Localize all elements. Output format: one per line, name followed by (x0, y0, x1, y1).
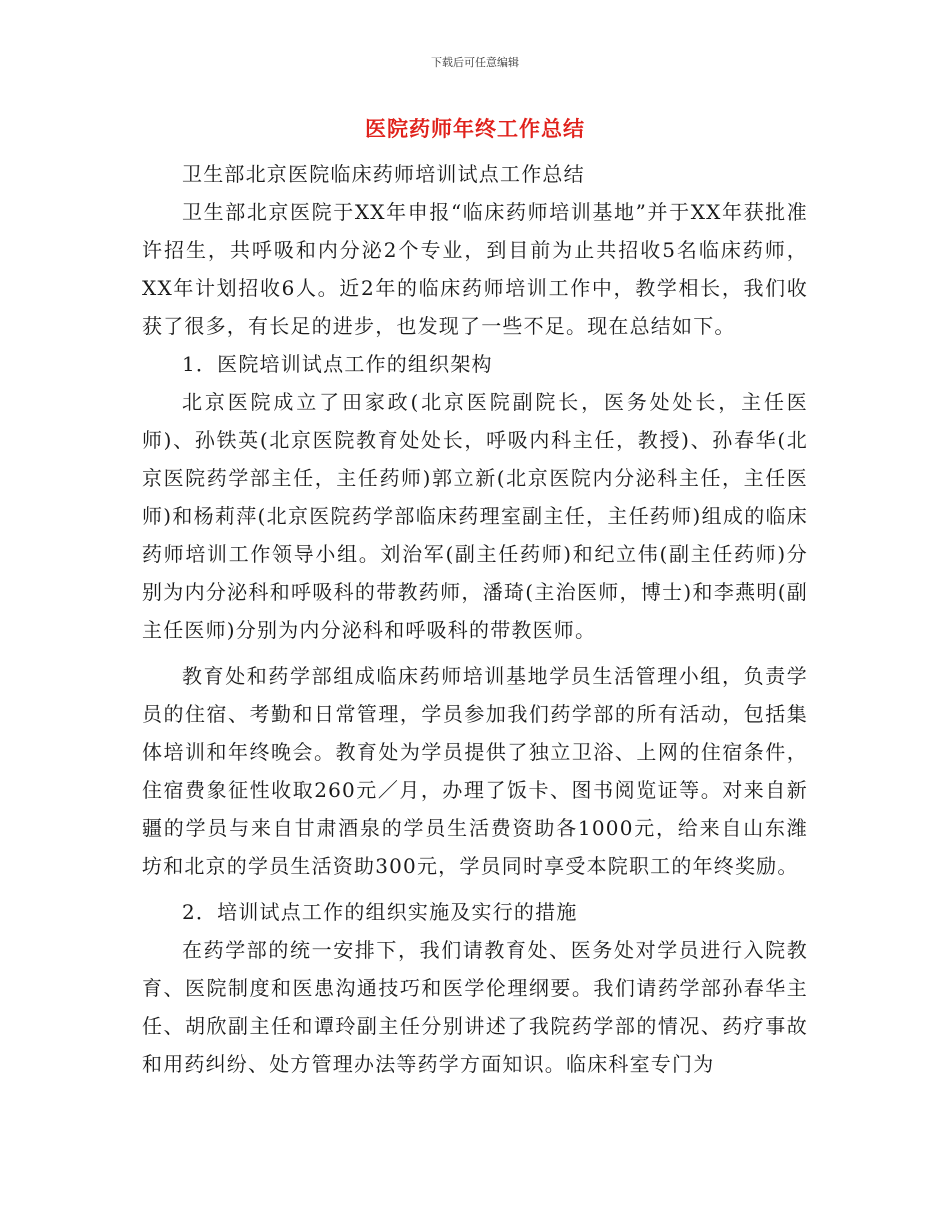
document-body (142, 155, 808, 1083)
document-title: 医院药师年终工作总结 (365, 117, 585, 141)
section-heading-2: 2．培训试点工作的组织实施及实行的措施 (182, 900, 578, 924)
header-note: 下载后可任意编辑 (431, 56, 519, 69)
paragraph-intro: 卫生部北京医院于XX年申报“临床药师培训基地”并于XX年获批准许招生，共呼吸和内分泌2个专业，到目前为止共招收5名临床药师，XX年计划招收6人。近2年的临床药师培训工作中，教学相长，我们收获了很多，有长足的进步，也发现了一些不足。现在总结如下。 (142, 200, 808, 338)
paragraph-subtitle: 卫生部北京医院临床药师培训试点工作总结 (182, 162, 585, 186)
section-heading-1: 1．医院培训试点工作的组织架构 (182, 352, 493, 376)
paragraph-student-life: 教育处和药学部组成临床药师培训基地学员生活管理小组，负责学员的住宿、考勤和日常管理，学员参加我们药学部的所有活动，包括集体培训和年终晚会。教育处为学员提供了独立卫浴、上网的住宿条件，住宿费象征性收取260元／月，办理了饭卡、图书阅览证等。对来自新疆的学员与来自甘肃酒泉的学员生活费资助各1000元，给来自山东潍坊和北京的学员生活资助300元，学员同时享受本院职工的年终奖励。 (142, 664, 808, 878)
paragraph-leadership: 北京医院成立了田家政(北京医院副院长，医务处处长，主任医师)、孙铁英(北京医院教育处处长，呼吸内科主任，教授)、孙春华(北京医院药学部主任，主任药师)郭立新(北京医院内分泌科主任，主任医师)和杨莉萍(北京医院药学部临床药理室副主任，主任药师)组成的临床药师培训工作领导小组。刘治军(副主任药师)和纪立伟(副主任药师)分别为内分泌科和呼吸科的带教药师，潘琦(主治医师，博士)和李燕明(副主任医师)分别为内分泌科和呼吸科的带教医师。 (142, 390, 808, 642)
paragraph-implementation: 在药学部的统一安排下，我们请教育处、医务处对学员进行入院教育、医院制度和医患沟通技巧和医学伦理纲要。我们请药学部孙春华主任、胡欣副主任和谭玲副主任分别讲述了我院药学部的情况、药疗事故和用药纠纷、处方管理办法等药学方面知识。临床科室专门为 (142, 938, 808, 1076)
